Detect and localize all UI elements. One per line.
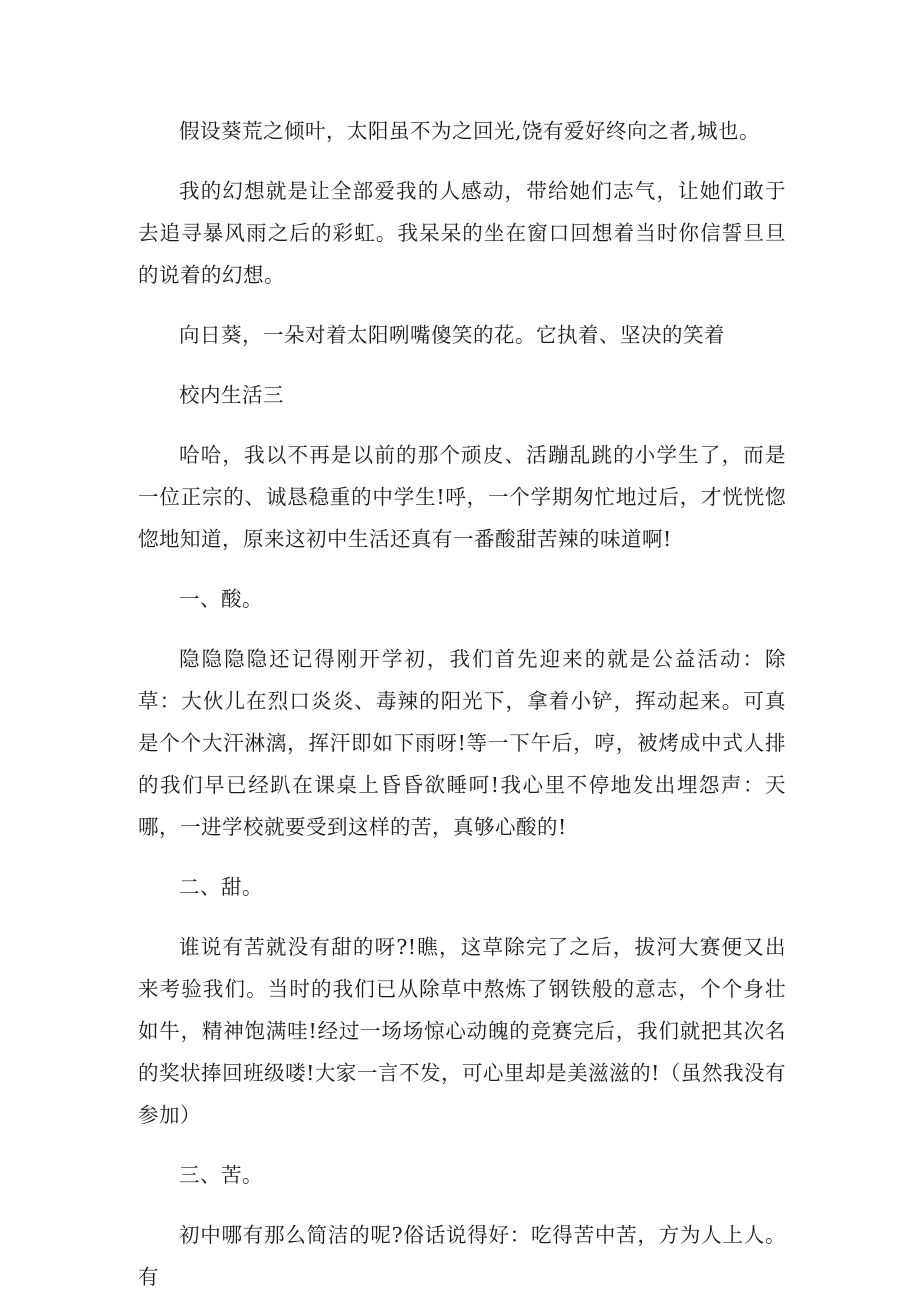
paragraph-intro: 哈哈，我以不再是以前的那个顽皮、活蹦乱跳的小学生了，而是一位正宗的、诚恳稳重的中学生!呼，一个学期匆忙地过后，才恍恍惚惚地知道，原来这初中生活还真有一番酸甜苦辣的味道啊! [138,443,786,551]
paragraph-sunflower-smile: 向日葵，一朵对着太阳咧嘴傻笑的花。它执着、坚决的笑着 [179,323,725,347]
heading-sour: 一、酸。 [179,587,263,611]
paragraph-bitter: 初中哪有那么简洁的呢?俗话说得好：吃得苦中苦，方为人上人。有 [138,1223,786,1289]
heading-bitter: 三、苦。 [179,1163,263,1187]
paragraph-sunflower-metaphor: 假设葵荒之倾叶，太阳虽不为之回光,饶有爱好终向之者,城也。 [179,119,761,143]
document-body [138,110,786,1316]
paragraph-sour: 隐隐隐隐还记得刚开学初，我们首先迎来的就是公益活动：除草：大伙儿在烈口炎炎、毒辣的阳光下，拿着小铲，挥动起来。可真是个个大汗淋漓，挥汗即如下雨呀!等一下午后，哼，被烤成中式人排的我们早已经趴在课桌上昏昏欲睡呵!我心里不停地发出埋怨声：天哪，一进学校就要受到这样的苦，真够心酸的! [138,647,786,839]
section-title-school-life: 校内生活三 [179,383,284,407]
paragraph-sweet: 谁说有苦就没有甜的呀?!瞧，这草除完了之后，拔河大赛便又出来考验我们。当时的我们已从除草中熬炼了钢铁般的意志，个个身壮如牛，精神饱满哇!经过一场场惊心动魄的竞赛完后，我们就把其次名的奖状捧回班级喽!大家一言不发，可心里却是美滋滋的!（虽然我没有参加） [138,935,786,1127]
paragraph-dream: 我的幻想就是让全部爱我的人感动，带给她们志气，让她们敢于去追寻暴风雨之后的彩虹。我呆呆的坐在窗口回想着当时你信誓旦旦的说着的幻想。 [138,179,786,287]
heading-sweet: 二、甜。 [179,875,263,899]
